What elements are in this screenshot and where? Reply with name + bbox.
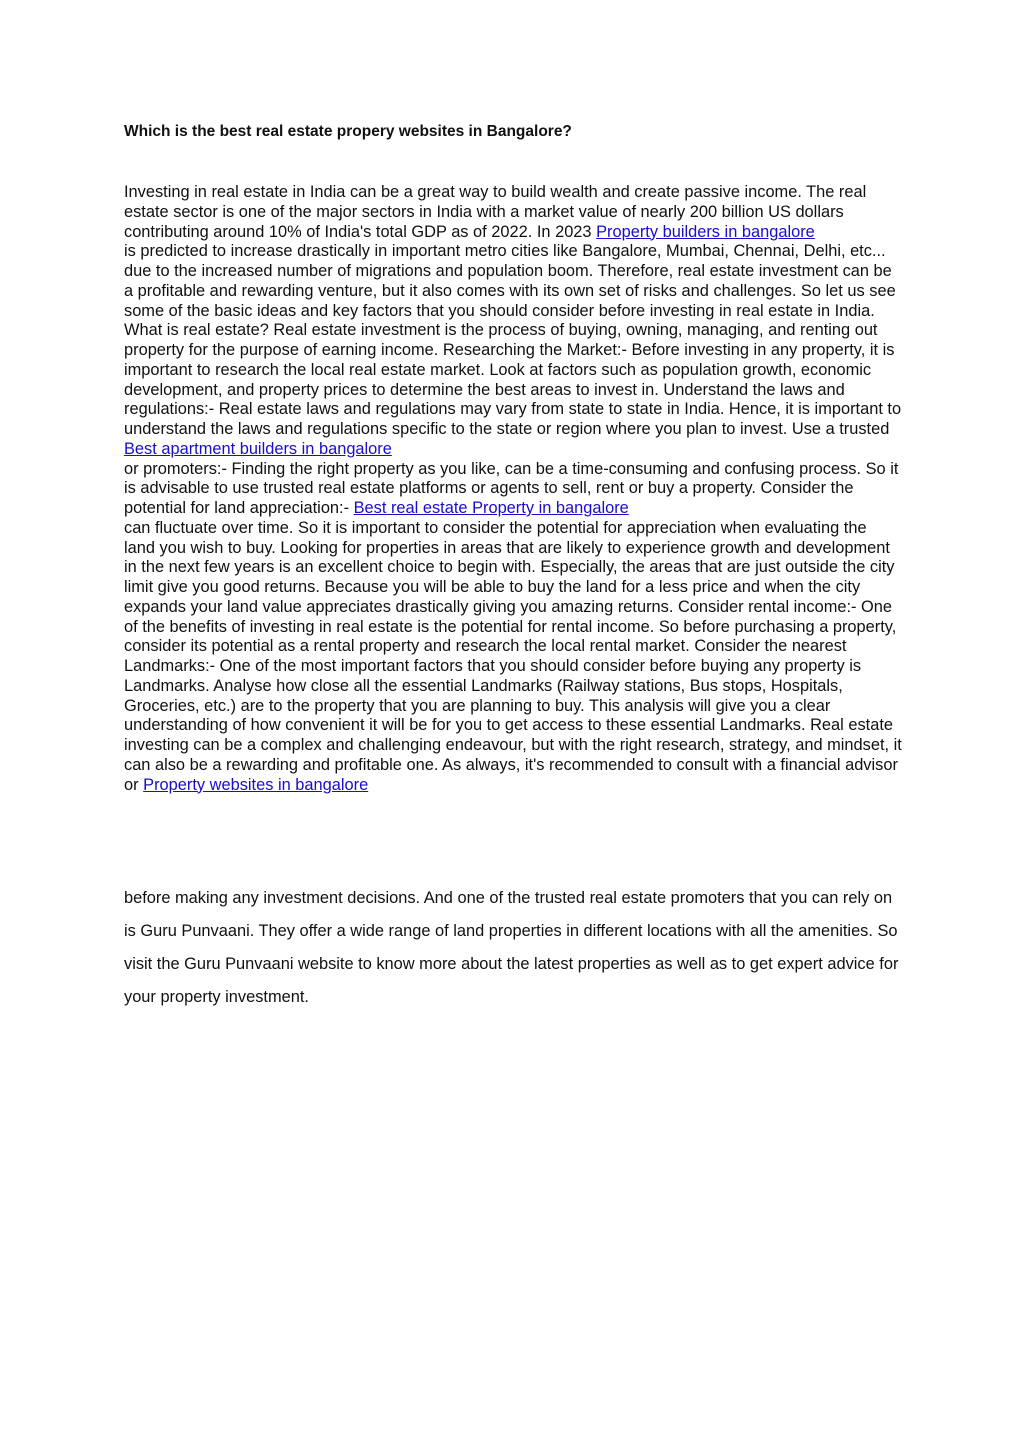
body-paragraph-1 xyxy=(124,183,902,242)
apartment-builders-link[interactable]: Best apartment builders in bangalore xyxy=(124,439,392,458)
paragraph-text: can fluctuate over time. So it is important to consider the potential for appreciation when evaluating the land you wish to buy. Looking for properties in areas that are likely to experience growth and development in the next few years is an excellent choice to begin with. Especially, the areas that are just outside the city limit give you good returns. Because you will be able to buy the land for a less price and when the city expands your land value appreciates drastically giving you amazing returns. Consider rental income:- One of the benefits of investing in real estate is the potential for rental income. So before purchasing a property, consider its potential as a rental property and research the local rental market. Consider the nearest Landmarks:- One of the most important factors that you should consider before buying any property is Landmarks. Analyse how close all the essential Landmarks (Railway stations, Bus stops, Hospitals, Groceries, etc.) are to the property that you are planning to buy. This analysis will give you a clear understanding of how convenient it will be for you to get access to these essential Landmarks. Real estate investing can be a complex and challenging endeavour, but with the right research, strategy, and mindset, it can also be a rewarding and profitable one. As always, it's recommended to consult with a financial advisor or xyxy=(124,518,902,794)
closing-paragraph: before making any investment decisions. And one of the trusted real estate promoters that you can rely on is Guru Punvaani. They offer a wide range of land properties in different locations with all the amenities. So visit the Guru Punvaani website to know more about the latest properties as well as to get expert advice for your property investment. xyxy=(124,889,899,1006)
property-builders-link[interactable]: Property builders in bangalore xyxy=(596,222,815,241)
paragraph-text: Investing in real estate in India can be a great way to build wealth and create passive income. The real estate sector is one of the major sectors in India with a market value of nearly 200 billion US dollars contributing around 10% of India's total GDP as of 2022. In 2023 xyxy=(124,183,867,241)
real-estate-property-link[interactable]: Best real estate Property in bangalore xyxy=(353,499,629,517)
body-paragraph-2 xyxy=(124,242,902,459)
document-title: Which is the best real estate propery websites in Bangalore? xyxy=(124,123,572,140)
paragraph-text: is predicted to increase drastically in important metro cities like Bangalore, Mumbai, Chennai, Delhi, etc... due to the increased number of migrations and population boom. Therefore, real estate investment can be a profitable and rewarding venture, but it also comes with its own set of risks and challenges. So let us see some of the basic ideas and key factors that you should consider before investing in real estate in India. What is real estate? Real estate investment is the process of buying, owning, managing, and renting out property for the purpose of earning income. Researching the Market:- Before investing in any property, it is important to research the local real estate market. Look at factors such as population growth, economic development, and property prices to determine the best areas to invest in. Understand the laws and regulations:- Real estate laws and regulations may vary from state to state in India. Hence, it is important to understand the laws and regulations specific to the state or region where you plan to invest. Use a trusted xyxy=(124,242,902,438)
paragraph-text: or promoters:- Finding the right property as you like, can be a time-consuming and confusing process. So it is advisable to use trusted real estate platforms or agents to sell, rent or buy a property. Consider the potential for land appreciation:- xyxy=(124,459,899,517)
document-body xyxy=(124,183,902,795)
property-websites-link[interactable]: Property websites in bangalore xyxy=(143,775,369,794)
body-paragraph-3 xyxy=(124,460,902,519)
body-paragraph-4 xyxy=(124,519,902,796)
